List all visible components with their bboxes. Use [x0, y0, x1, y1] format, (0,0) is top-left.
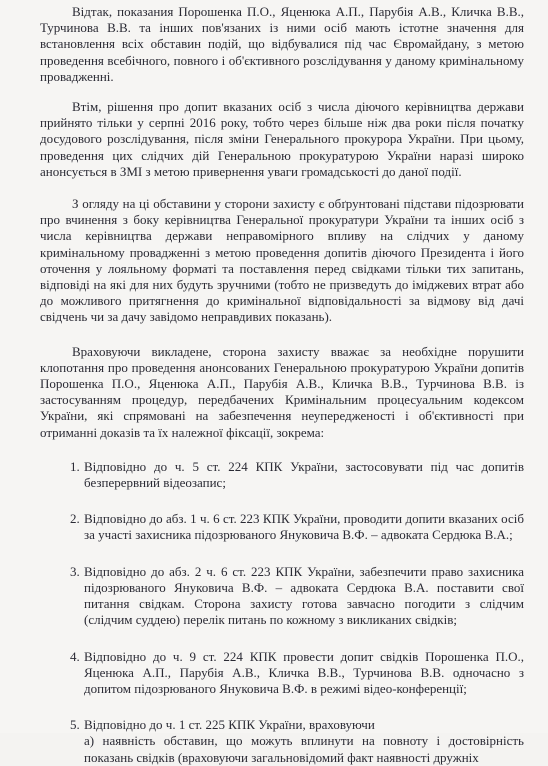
motion-requests-list [40, 459, 524, 766]
list-item-number: 4. [70, 648, 80, 664]
list-item-number: 3. [70, 563, 80, 579]
list-item-number: 1. [70, 458, 80, 474]
list-item-text: Відповідно до ч. 9 ст. 224 КПК провести допит свідків Порошенка П.О., Яценюка А.П., Парубія А.В., Кличка В.В., Турчинова В.В. одночасно з допитом підозрюваного Януковича В.Ф. в режимі відео-конференції; [84, 648, 524, 696]
paragraph-defense-motion: Враховуючи викладене, сторона захисту вважає за необхідне порушити клопотання про проведення анонсованих Генеральною прокуратурою України допитів Порошенка П.О., Яценюка А.П., Парубія А.В., Кличка В.В., Турчинова В.В. із застосуванням процедур, передбачених Кримінальним процесуальним кодексом України, які спрямовані на забезпечення неупередженості і об'єктивності при отриманні доказів та їх належної фіксації, зокрема: [40, 343, 524, 440]
paragraph-defense-suspicion: З огляду на ці обставини у сторони захисту є обґрунтовані підстави підозрювати про вчинення з боку керівництва Генеральної прокуратури України та інших осіб з числа керівництва держави неправомірного впливу на слідчих у даному кримінальному провадженні з метою проведення допитів діючого Президента і його оточення у лояльному форматі та поставлення перед свідками тільки тих запитань, відповіді на які для них будуть зручними (тобто не призведуть до іміджевих втрат або до можливого притягнення до кримінальної відповідальності за відмову від дачі свідчень чи за дачу завідомо неправдивих показань). [40, 196, 524, 325]
paragraph-interrogation-decision: Втім, рішення про допит вказаних осіб з числа діючого керівництва держави прийнято тільки у серпні 2016 року, тобто через більше ніж два роки після початку досудового розслідування, після зміни Генерального прокурора України. При цьому, проведення цих слідчих дій Генеральною прокуратурою України наразі широко анонсується в ЗМІ з метою привернення уваги громадськості до даної події. [40, 99, 524, 179]
list-item-number: 2. [70, 511, 80, 527]
list-item-text: Відповідно до ч. 1 ст. 225 КПК України, враховуючи [84, 717, 375, 733]
list-item [40, 564, 524, 629]
list-item-number: 5. [70, 717, 80, 733]
list-item [40, 649, 524, 698]
list-item [40, 717, 524, 766]
list-item-text: Відповідно до абз. 2 ч. 6 ст. 223 КПК України, забезпечити право захисника підозрюваного Януковича В.Ф. – адвоката Сердюка В.А. поставити свої питання свідкам. Сторона захисту готова завчасно погодити з слідчим (слідчим суддею) перелік питань по кожному з викликаних свідків; [84, 563, 524, 628]
paragraph-testimony-significance: Відтак, показания Порошенка П.О., Яценюка А.П., Парубія А.В., Кличка В.В., Турчинова В.В. та інших пов'язаних із ними осіб мають істотне значення для встановлення всіх обставин подій, що відбувалися під час Євромайдану, з метою проведення всебічного, повного і об'єктивного розслідування у даному кримінальному провадженні. [40, 4, 524, 84]
list-item [40, 459, 524, 491]
list-item-text: Відповідно до абз. 1 ч. 6 ст. 223 КПК України, проводити допити вказаних осіб за участі захисника підозрюваного Януковича В.Ф. – адвоката Сердюка В.А.; [84, 511, 524, 543]
list-item-subtext: а) наявність обставин, що можуть вплинути на повноту і достовірність показань свідків (враховуючи загальновідомий факт наявності дружніх [84, 733, 524, 765]
list-item [40, 511, 524, 543]
list-item-text: Відповідно до ч. 5 ст. 224 КПК України, застосовувати під час допитів безперервний відеозапис; [84, 458, 524, 491]
